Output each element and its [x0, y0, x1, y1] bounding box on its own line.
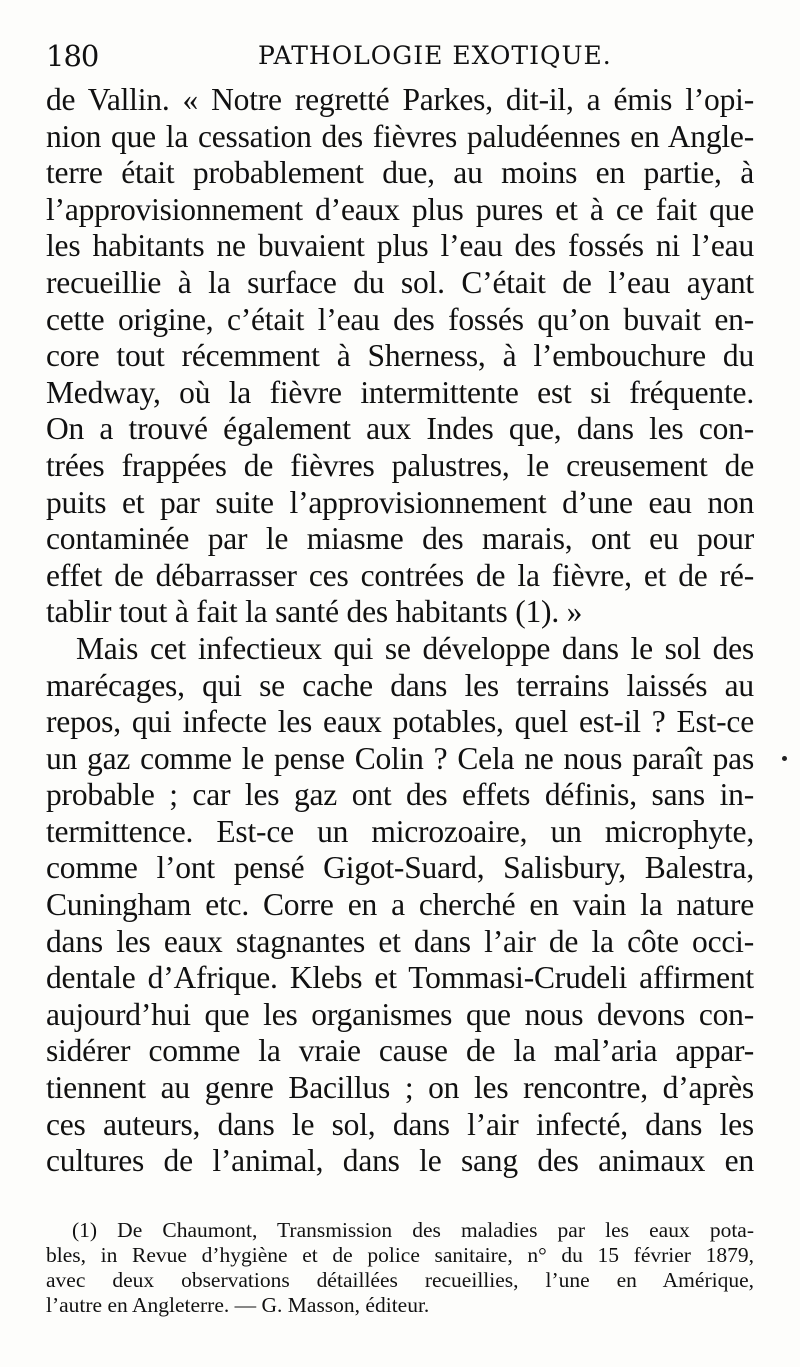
text-line: sidérer comme la vraie cause de la mal’aria appar- — [46, 1033, 754, 1069]
text-line: core tout récemment à Sherness, à l’embouchure du — [46, 338, 754, 374]
footnote-line: l’autre en Angleterre. — G. Masson, éditeur. — [46, 1293, 430, 1317]
text-line: repos, qui infecte les eaux potables, quel est-il ? Est-ce — [46, 704, 754, 740]
text-line: tablir tout à fait la santé des habitants (1). » — [46, 594, 583, 630]
text-line: dans les eaux stagnantes et dans l’air de la côte occi- — [46, 923, 754, 959]
text-line: Mais cet infectieux qui se développe dans le sol des — [76, 630, 754, 666]
text-line: comme l’ont pensé Gigot-Suard, Salisbury, Balestra, — [46, 850, 754, 886]
text-line: cultures de l’animal, dans le sang des animaux en — [46, 1143, 754, 1179]
text-line: trées frappées de fièvres palustres, le creusement de — [46, 447, 754, 483]
text-line: aujourd’hui que les organismes que nous devons con- — [46, 996, 754, 1032]
text-line: On a trouvé également aux Indes que, dans les con- — [46, 411, 754, 447]
text-line: ces auteurs, dans le sol, dans l’air infecté, dans les — [46, 1106, 754, 1142]
footnote — [46, 1218, 754, 1318]
body-text — [46, 82, 754, 1180]
text-line: recueillie à la surface du sol. C’était de l’eau ayant — [46, 264, 754, 300]
text-line: les habitants ne buvaient plus l’eau des fossés ni l’eau — [46, 228, 754, 264]
text-line: Medway, où la fièvre intermittente est si fréquente. — [46, 374, 754, 410]
text-line: Cuningham etc. Corre en a cherché en vain la nature — [46, 887, 754, 923]
text-line: tiennent au genre Bacillus ; on les rencontre, d’après — [46, 1070, 754, 1106]
running-head: PATHOLOGIE EXOTIQUE. — [258, 41, 612, 70]
footnote-line: (1) De Chaumont, Transmission des maladies par les eaux pota- — [72, 1218, 754, 1242]
text-line: marécages, qui se cache dans les terrains laissés au — [46, 667, 754, 703]
text-line: dentale d’Afrique. Klebs et Tommasi-Crudeli affirment — [46, 960, 754, 996]
page-header — [46, 36, 754, 76]
margin-speck — [782, 756, 787, 761]
footnote-line: bles, in Revue d’hygiène et de police sanitaire, n° du 15 février 1879, — [46, 1243, 754, 1267]
text-line: terre était probablement due, au moins en partie, à — [46, 155, 754, 191]
text-line: probable ; car les gaz ont des effets définis, sans in- — [46, 777, 754, 813]
text-line: puits et par suite l’approvisionnement d’une eau non — [46, 484, 754, 520]
text-line: contaminée par le miasme des marais, ont eu pour — [46, 521, 754, 557]
text-line: nion que la cessation des fièvres paludéennes en Angle- — [46, 118, 754, 154]
text-line: l’approvisionnement d’eaux plus pures et à ce fait que — [46, 191, 754, 227]
text-line: effet de débarrasser ces contrées de la fièvre, et de ré- — [46, 557, 754, 593]
text-line: termittence. Est-ce un microzoaire, un microphyte, — [46, 813, 754, 849]
footnote-line: avec deux observations détaillées recueillies, l’une en Amérique, — [46, 1268, 754, 1292]
text-line: un gaz comme le pense Colin ? Cela ne nous paraît pas — [46, 740, 754, 776]
text-line: cette origine, c’était l’eau des fossés qu’on buvait en- — [46, 301, 754, 337]
page-number: 180 — [46, 39, 99, 73]
text-line: de Vallin. « Notre regretté Parkes, dit-il, a émis l’opi- — [46, 82, 754, 117]
